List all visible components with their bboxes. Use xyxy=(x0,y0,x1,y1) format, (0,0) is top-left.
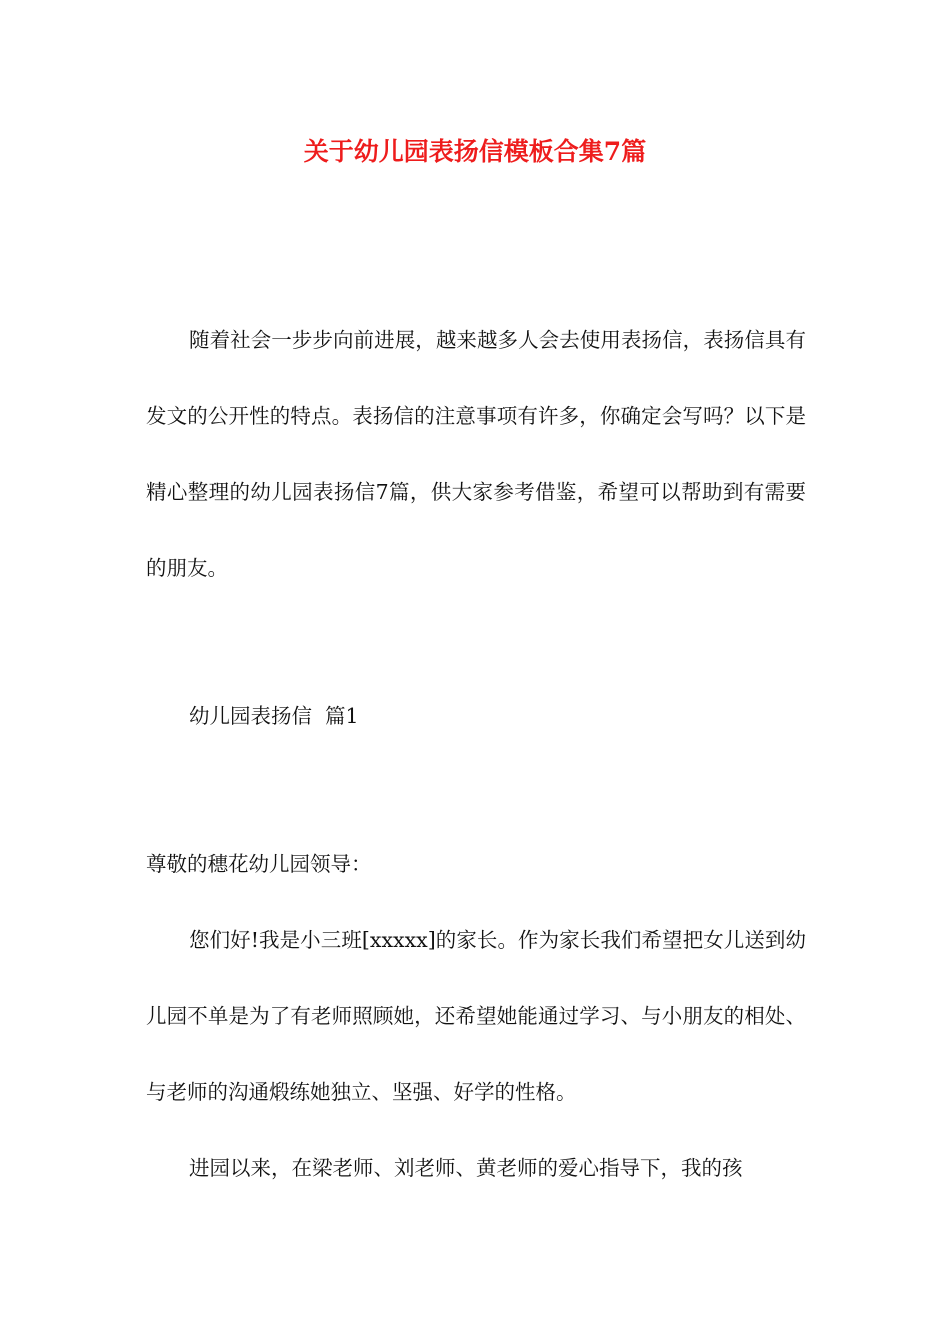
section-heading: 幼儿园表扬信 篇1 xyxy=(189,704,359,728)
letter-salutation: 尊敬的穗花幼儿园领导： xyxy=(146,852,372,876)
letter-paragraph: 进园以来，在梁老师、刘老师、黄老师的爱心指导下，我的孩 xyxy=(189,1156,743,1180)
letter-paragraph: 您们好!我是小三班[xxxxx]的家长。作为家长我们希望把女儿送到幼儿园不单是为了有老师照顾她，还希望她能通过学习、与小朋友的相处、与老师的沟通煅练她独立、坚强、好学的性格。 xyxy=(146,928,806,1104)
intro-paragraph: 随着社会一步步向前进展，越来越多人会去使用表扬信，表扬信具有发文的公开性的特点。表扬信的注意事项有许多，你确定会写吗？以下是精心整理的幼儿园表扬信7篇，供大家参考借鉴，希望可以帮助到有需要的朋友。 xyxy=(146,328,806,580)
document-title: 关于幼儿园表扬信模板合集7篇 xyxy=(303,137,647,166)
